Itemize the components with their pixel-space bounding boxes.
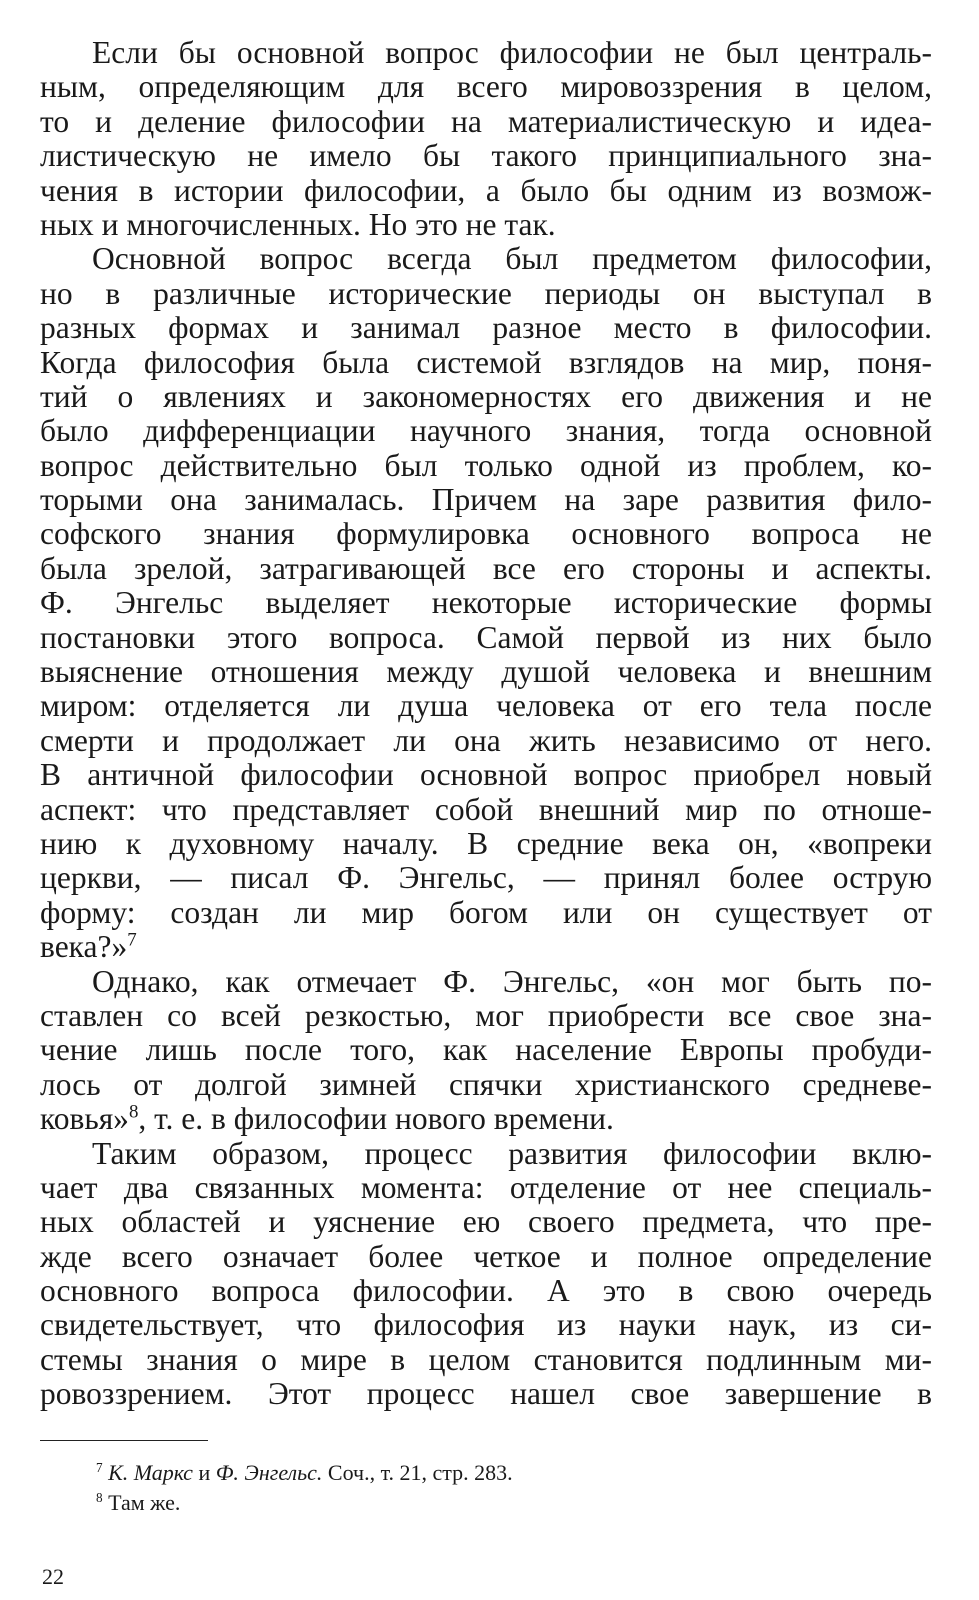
text-line: миром: отделяется ли душа человека от его тела после bbox=[40, 689, 932, 724]
footnote-text: Там же. bbox=[102, 1490, 181, 1515]
text-line: ным, определяющим для всего мировоззрения в целом, bbox=[40, 70, 932, 105]
text-line: то и деление философии на материалистическую и идеа- bbox=[40, 104, 932, 139]
text-line: жде всего означает более четкое и полное определение bbox=[40, 1239, 932, 1274]
footnote-author: К. Маркс bbox=[108, 1460, 193, 1485]
text-line: но в различные исторические периоды он выступал в bbox=[40, 276, 932, 311]
body-text bbox=[40, 36, 932, 1412]
text-line: Когда философия была системой взглядов на мир, поня- bbox=[40, 345, 932, 380]
text-line: постановки этого вопроса. Самой первой из них было bbox=[40, 620, 932, 655]
text-line: Однако, как отмечает Ф. Энгельс, «он мог быть по- bbox=[92, 964, 932, 999]
text-line: было дифференциации научного знания, тогда основной bbox=[40, 414, 932, 449]
text-line: была зрелой, затрагивающей все его стороны и аспекты. bbox=[40, 551, 932, 586]
footnote-text: и bbox=[192, 1460, 216, 1485]
text-line: лось от долгой зимней спячки христианского средневе- bbox=[40, 1067, 932, 1102]
text-line: церкви, — писал Ф. Энгельс, — принял более острую bbox=[40, 861, 932, 896]
text-line: ставлен со всей резкостью, мог приобрести все свое зна- bbox=[40, 998, 932, 1033]
footnote-number: 7 bbox=[96, 1460, 103, 1476]
text-line: чения в истории философии, а было бы одним из возмож- bbox=[40, 173, 932, 208]
footnote-7 bbox=[96, 1458, 936, 1488]
text-line bbox=[40, 930, 932, 964]
text-line: софского знания формулировка основного вопроса не bbox=[40, 517, 932, 552]
text-line: тий о явлениях и закономерностях его движения и не bbox=[40, 379, 932, 414]
text-line: чает два связанных момента: отделение от нее специаль- bbox=[40, 1170, 932, 1205]
text-line: Ф. Энгельс выделяет некоторые исторические формы bbox=[40, 586, 932, 621]
text-line: свидетельствует, что философия из науки наук, из си- bbox=[40, 1308, 932, 1343]
text-line: торыми она занималась. Причем на заре развития фило- bbox=[40, 483, 932, 518]
text-segment: , т. е. в философии нового времени. bbox=[138, 1102, 614, 1137]
text-line: разных формах и занимал разное место в философии. bbox=[40, 311, 932, 346]
footnote-ref-7[interactable]: 7 bbox=[127, 930, 137, 951]
footnote-author: Ф. Энгельс. bbox=[215, 1460, 323, 1485]
text-line: листическую не имело бы такого принципиального зна- bbox=[40, 139, 932, 174]
text-line: форму: создан ли мир богом или он существует от bbox=[40, 895, 932, 930]
text-line: нию к духовному началу. В средние века он, «вопреки bbox=[40, 826, 932, 861]
text-line: смерти и продолжает ли она жить независимо от него. bbox=[40, 723, 932, 758]
text-line: Таким образом, процесс развития философии вклю- bbox=[92, 1136, 932, 1171]
text-line: выяснение отношения между душой человека и внешним bbox=[40, 655, 932, 690]
text-line: Если бы основной вопрос философии не был централь- bbox=[92, 36, 932, 70]
footnotes bbox=[96, 1458, 936, 1518]
text-line: основного вопроса философии. А это в свою очередь bbox=[40, 1274, 932, 1309]
text-line: вопрос действительно был только одной из проблем, ко- bbox=[40, 448, 932, 483]
text-line: ровоззрением. Этот процесс нашел свое завершение в bbox=[40, 1377, 932, 1412]
text-line: аспект: что представляет собой внешний мир по отноше- bbox=[40, 792, 932, 827]
footnote-8 bbox=[96, 1488, 936, 1518]
footnote-ref-8[interactable]: 8 bbox=[128, 1102, 139, 1123]
footnote-text: Соч., т. 21, стр. 283. bbox=[322, 1460, 513, 1485]
text-line: Основной вопрос всегда был предметом философии, bbox=[92, 242, 932, 277]
text-segment: ковья» bbox=[40, 1102, 129, 1137]
text-line: ных и многочисленных. Но это не так. bbox=[40, 207, 556, 242]
text-segment: века?» bbox=[40, 930, 128, 965]
text-line: стемы знания о мире в целом становится подлинным ми- bbox=[40, 1342, 932, 1377]
text-line: ных областей и уяснение ею своего предмета, что пре- bbox=[40, 1205, 932, 1240]
page-number: 22 bbox=[42, 1564, 64, 1589]
text-line: чение лишь после того, как население Европы пробуди- bbox=[40, 1033, 932, 1068]
text-line bbox=[40, 1102, 932, 1136]
footnote-number: 8 bbox=[96, 1490, 103, 1506]
text-line: В античной философии основной вопрос приобрел новый bbox=[40, 758, 932, 793]
footnote-divider bbox=[40, 1440, 208, 1441]
